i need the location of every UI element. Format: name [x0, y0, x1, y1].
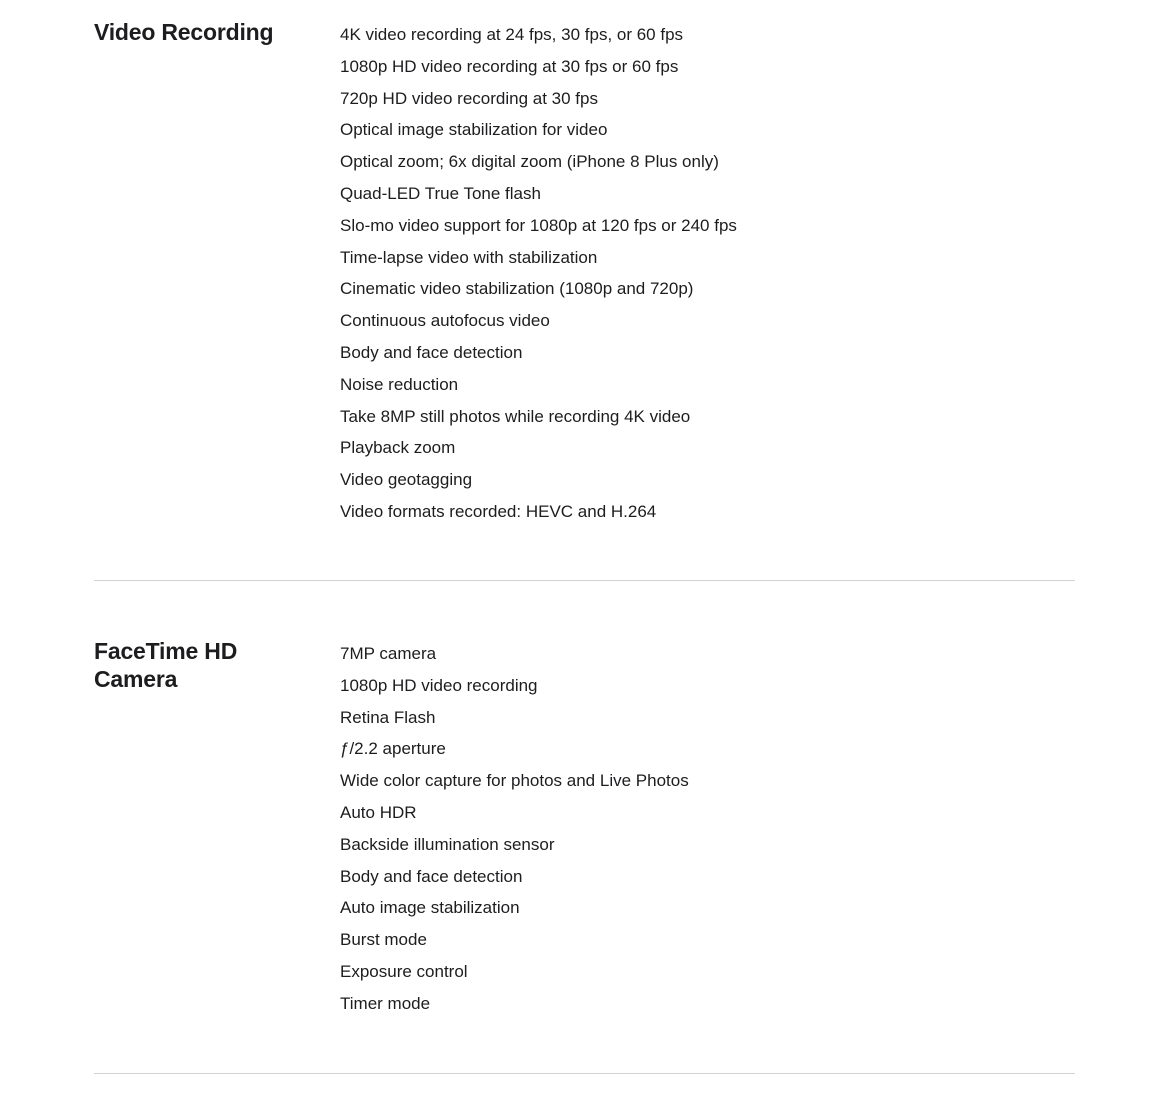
spec-item: 7MP camera — [340, 644, 437, 663]
spec-item: Auto HDR — [340, 802, 417, 822]
spec-item: ƒ/2.2 aperture — [340, 739, 446, 759]
spec-list — [340, 19, 737, 528]
spec-item: Cinematic video stabilization (1080p and 720p) — [340, 279, 694, 299]
spec-item: Take 8MP still photos while recording 4K video — [340, 406, 691, 426]
spec-item: Exposure control — [340, 961, 468, 981]
spec-item: Noise reduction — [340, 374, 459, 394]
spec-item: Body and face detection — [340, 866, 523, 886]
spec-item: Slo-mo video support for 1080p at 120 fps or 240 fps — [340, 215, 737, 235]
spec-list — [340, 638, 689, 1020]
section-divider — [94, 1073, 1075, 1074]
spec-item: Playback zoom — [340, 438, 456, 458]
spec-item: Time-lapse video with stabilization — [340, 247, 598, 267]
spec-item: Backside illumination sensor — [340, 834, 555, 854]
section-title: Video Recording — [94, 19, 274, 45]
spec-item: Body and face detection — [340, 342, 523, 362]
spec-item: Auto image stabilization — [340, 898, 520, 918]
spec-item: 1080p HD video recording at 30 fps or 60 fps — [340, 56, 679, 76]
spec-item: Video geotagging — [340, 470, 473, 490]
section-title: FaceTime HD Camera — [94, 638, 238, 692]
section-divider — [94, 580, 1075, 581]
spec-item: 1080p HD video recording — [340, 675, 538, 695]
spec-item: Video formats recorded: HEVC and H.264 — [340, 501, 657, 521]
spec-item: Timer mode — [340, 993, 431, 1013]
spec-item: 720p HD video recording at 30 fps — [340, 88, 598, 108]
spec-item: Optical zoom; 6x digital zoom (iPhone 8 Plus only) — [340, 152, 719, 172]
spec-item: Continuous autofocus video — [340, 311, 550, 331]
spec-item: 4K video recording at 24 fps, 30 fps, or 60 fps — [340, 25, 684, 44]
spec-item: Retina Flash — [340, 707, 436, 727]
spec-item: Wide color capture for photos and Live Photos — [340, 771, 689, 791]
spec-item: Quad-LED True Tone flash — [340, 183, 541, 203]
spec-item: Optical image stabilization for video — [340, 120, 608, 140]
spec-item: Burst mode — [340, 930, 427, 950]
